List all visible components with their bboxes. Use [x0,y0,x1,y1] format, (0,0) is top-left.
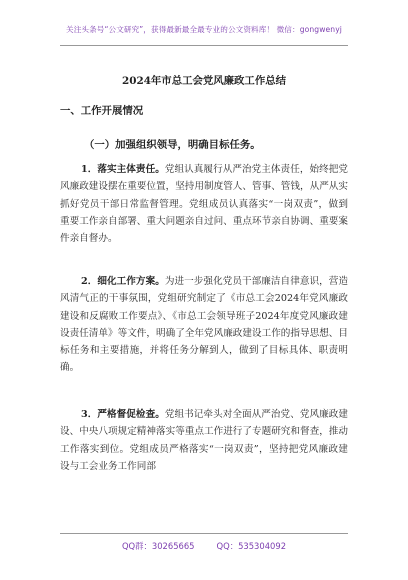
paragraph-2 [60,273,348,377]
paragraph-3 [60,406,348,475]
paragraph-lead: 1．落实主体责任。 [81,164,165,175]
paragraph-body: 党组书记牵头对全面从严治党、党风廉政建设、中央八项规定精神落实等重点工作进行了专题研究和督查，推动工作落实到位。党组成员严格落实“一岗双责”，坚持把党风廉政建设与工会业务工作同部 [60,409,348,472]
paragraph-body: 为进一步强化党员干部廉洁自律意识，营造风清气正的干事氛围，党组研究制定了《市总工会2024年党风廉政建设和反腐败工作要点》、《市总工会领导班子2024年度党风廉政建设责任清单》等文件，明确了全年党风廉政建设工作的指导思想、目标任务和主要措施，并将任务分解到人，做到了目标具体、职责明确。 [60,276,348,374]
footer-qq-group: QQ群：30265665 [121,541,195,551]
header-promo-note: 关注头条号“公文研究”，获得最新最全最专业的公文资料库！ 微信：gongwenyj [66,25,342,34]
footer-divider [60,533,348,534]
footer-contacts [0,540,408,552]
paragraph-lead: 2．细化工作方案。 [81,276,165,287]
paragraph-body: 党组认真履行从严治党主体责任，始终把党风廉政建设摆在重要位置，坚持用制度管人、管事、管钱，从严从实抓好党员干部日常监督管理。党组成员认真落实“一岗双责”，做到重要工作亲自部署、重大问题亲自过问、重点环节亲自协调、重要案件亲自督办。 [60,164,348,245]
header-divider [60,45,348,46]
paragraph-lead: 3．严格督促检查。 [81,409,165,420]
footer-qq: QQ：535304092 [216,541,287,551]
document-title: 2024年市总工会党风廉政工作总结 [122,75,286,87]
section-heading: 一、工作开展情况 [60,105,144,117]
paragraph-1 [60,161,348,247]
subsection-heading: （一）加强组织领导，明确目标任务。 [84,139,261,151]
